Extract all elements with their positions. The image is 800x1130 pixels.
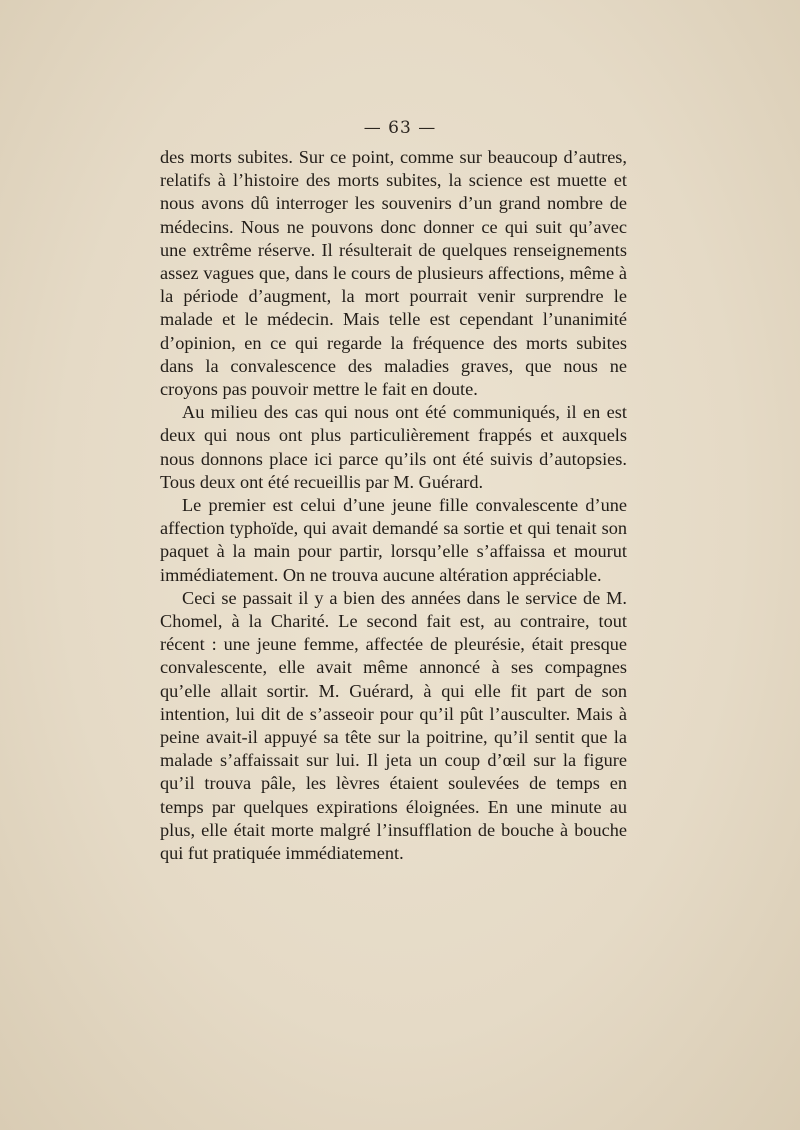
paragraph-4: Ceci se passait il y a bien des années dans le service de M. Chomel, à la Charité. Le second fait est, au contraire, tout récent : une jeune femme, affectée de pleurésie, était presque convalescente, elle avait même annoncé à ses compagnes qu’elle allait sortir. M. Guérard, à qui elle fit part de son intention, lui dit de s’asseoir pour qu’il pût l’ausculter. Mais à peine avait-il appuyé sa tête sur la poitrine, qu’il sentit que la malade s’affaissait sur lui. Il jeta un coup d’œil sur la figure qu’il trouva pâle, les lèvres étaient soulevées de temps en temps par quelques expirations éloignées. En une minute au plus, elle était morte malgré l’insufflation de bouche à bouche qui fut pratiquée immédiatement.: [160, 587, 627, 864]
paragraph-2: Au milieu des cas qui nous ont été communiqués, il en est deux qui nous ont plus particulièrement frappés et auxquels nous donnons place ici parce qu’ils ont été suivis d’autopsies. Tous deux ont été recueillis par M. Guérard.: [160, 402, 627, 492]
paragraph-3: Le premier est celui d’une jeune fille convalescente d’une affection typhoïde, qui avait demandé sa sortie et qui tenait son paquet à la main pour partir, lorsqu’elle s’affaissa et mourut immédiatement. On ne trouva aucune altération appréciable.: [160, 495, 627, 585]
body-text: [160, 146, 627, 865]
paragraph-1: des morts subites. Sur ce point, comme sur beaucoup d’autres, relatifs à l’histoire des morts subites, la science est muette et nous avons dû interroger les souvenirs d’un grand nombre de médecins. Nous ne pouvons donc donner ce qui suit qu’avec une extrême réserve. Il résulterait de quelques renseignements assez vagues que, dans le cours de plusieurs affections, même à la période d’augment, la mort pourrait venir surprendre le malade et le médecin. Mais telle est cependant l’unanimité d’opinion, en ce qui regarde la fréquence des morts subites dans la convalescence des maladies graves, que nous ne croyons pas pouvoir mettre le fait en doute.: [160, 147, 627, 400]
page-number: — 63 —: [363, 118, 437, 138]
